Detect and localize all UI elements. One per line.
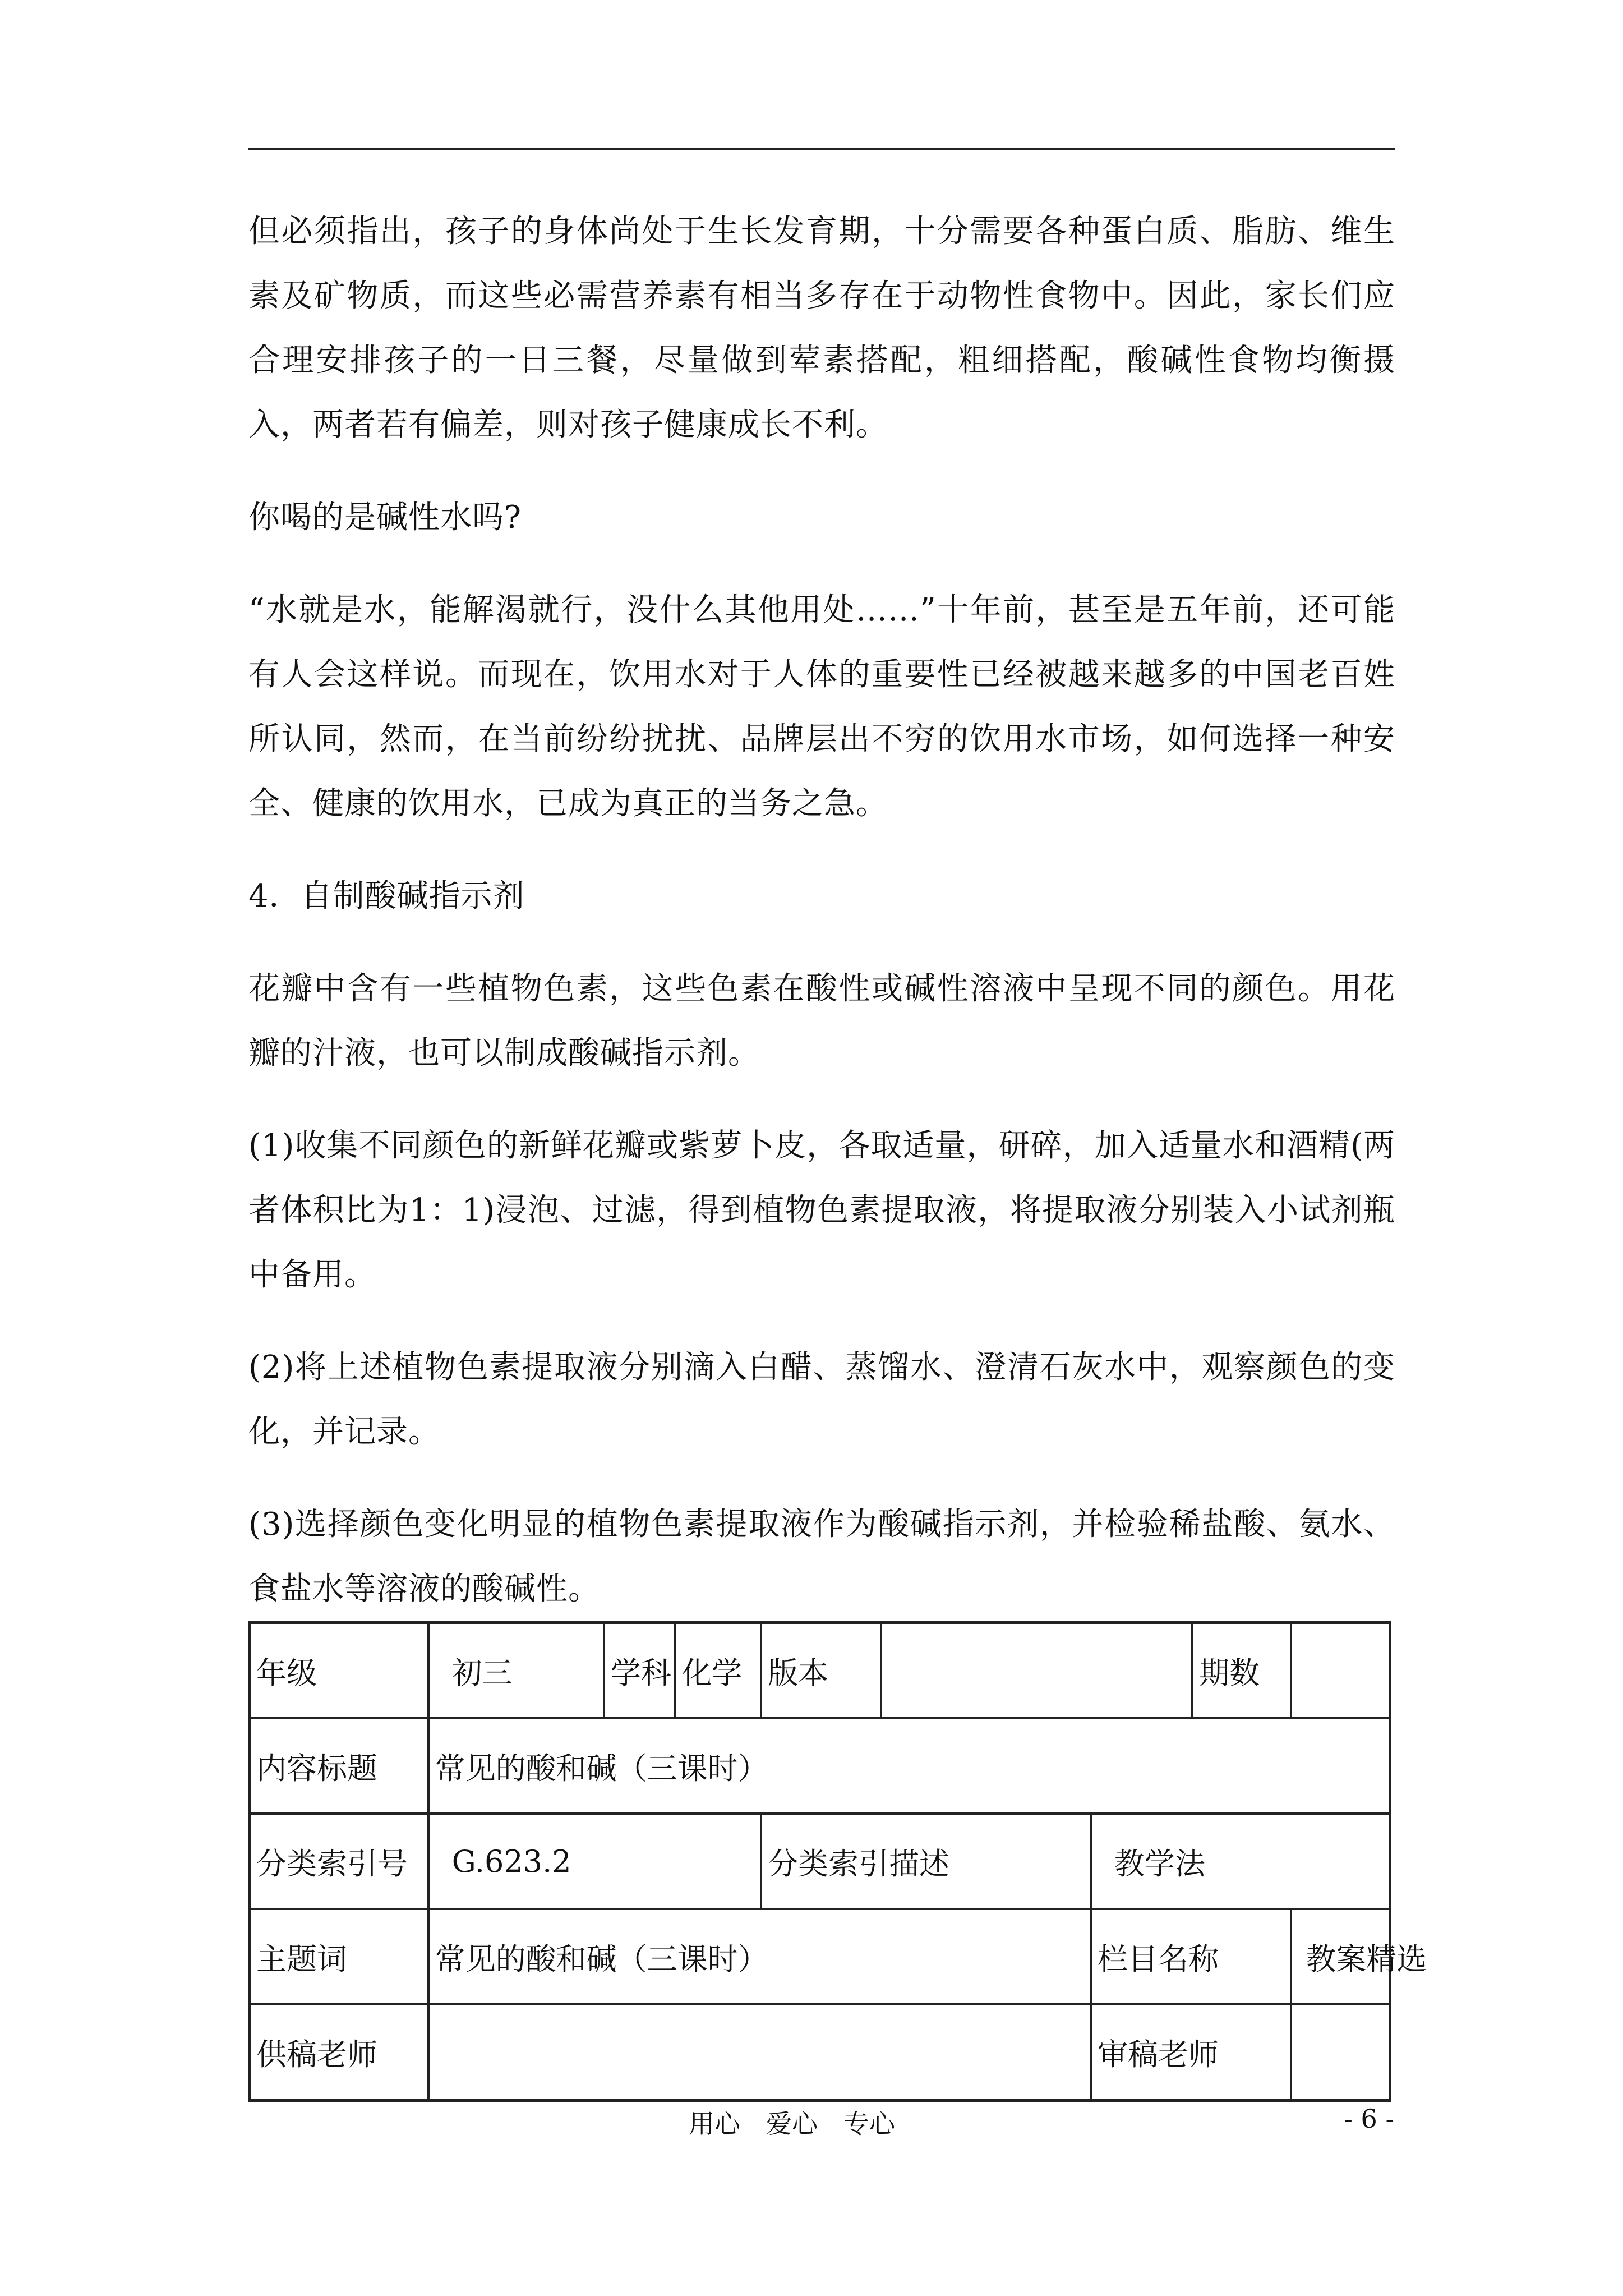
heading-indicator: 4．自制酸碱指示剂 (248, 878, 525, 914)
author-label: 供稿老师 (250, 2004, 428, 2100)
title-value: 常见的酸和碱（三课时） (428, 1718, 1390, 1814)
paragraph-petal-pigment: 花瓣中含有一些植物色素，这些色素在酸性或碱性溶液中呈现不同的颜色。用花瓣的汁液，也可以制成酸碱指示剂。 (248, 970, 1395, 1071)
table-row (250, 1623, 1390, 1719)
table-row (250, 2004, 1390, 2100)
grade-value: 初三 (428, 1623, 604, 1719)
column-value: 教案精选 (1291, 1909, 1390, 2004)
body-text (248, 199, 1395, 1621)
subject-label: 学科 (604, 1623, 675, 1719)
reviewer-value (1291, 2004, 1390, 2100)
heading-alkaline-water: 你喝的是碱性水吗? (248, 499, 522, 536)
column-label: 栏目名称 (1091, 1909, 1291, 2004)
grade-label: 年级 (250, 1623, 428, 1719)
subject-value: 化学 (675, 1623, 761, 1719)
step-3: (3)选择颜色变化明显的植物色素提取液作为酸碱指示剂，并检验稀盐酸、氨水、食盐水等溶液的酸碱性。 (248, 1506, 1395, 1607)
index-no-label: 分类索引号 (250, 1814, 428, 1909)
keyword-value: 常见的酸和碱（三课时） (428, 1909, 1091, 2004)
footer-motto: 用心 爱心 专心 (689, 2109, 895, 2139)
paragraph-drinking-water: “水就是水，能解渴就行，没什么其他用处……”十年前，甚至是五年前，还可能有人会这样说。而现在，饮用水对于人体的重要性已经被越来越多的中国老百姓所认同，然而，在当前纷纷扰扰、品牌层出不穷的饮用水市场，如何选择一种安全、健康的饮用水，已成为真正的当务之急。 (248, 592, 1395, 822)
step-2: (2)将上述植物色素提取液分别滴入白醋、蒸馏水、澄清石灰水中，观察颜色的变化，并记录。 (248, 1349, 1395, 1450)
page-number: - 6 - (1344, 2104, 1394, 2134)
metadata-table (248, 1621, 1427, 2102)
keyword-label: 主题词 (250, 1909, 428, 2004)
index-desc-value: 教学法 (1091, 1814, 1390, 1909)
edition-value (881, 1623, 1192, 1719)
index-desc-label: 分类索引描述 (761, 1814, 1091, 1909)
table-row (250, 1718, 1390, 1814)
paragraph-nutrition: 但必须指出，孩子的身体尚处于生长发育期，十分需要各种蛋白质、脂肪、维生素及矿物质，而这些必需营养素有相当多存在于动物性食物中。因此，家长们应合理安排孩子的一日三餐，尽量做到荤素搭配，粗细搭配，酸碱性食物均衡摄入，两者若有偏差，则对孩子健康成长不利。 (248, 213, 1395, 443)
author-value (428, 2004, 1091, 2100)
edition-label: 版本 (761, 1623, 881, 1719)
table-row (250, 1814, 1390, 1909)
issue-value (1291, 1623, 1390, 1719)
header-rule (248, 148, 1395, 150)
step-1: (1)收集不同颜色的新鲜花瓣或紫萝卜皮，各取适量，研碎，加入适量水和酒精(两者体积比为1：1)浸泡、过滤，得到植物色素提取液，将提取液分别装入小试剂瓶中备用。 (248, 1128, 1395, 1293)
index-no-value: G.623.2 (428, 1814, 761, 1909)
table-row (250, 1909, 1390, 2004)
title-label: 内容标题 (250, 1718, 428, 1814)
issue-label: 期数 (1192, 1623, 1291, 1719)
reviewer-label: 审稿老师 (1091, 2004, 1291, 2100)
